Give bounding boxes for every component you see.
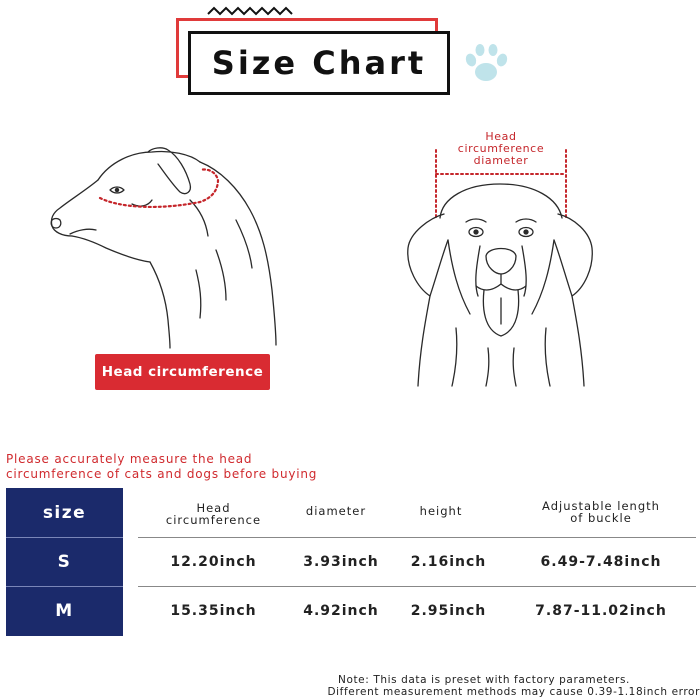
table-cell: 15.35inch (170, 603, 257, 619)
header-line: of buckle (570, 511, 632, 525)
table-cell: 4.92inch (303, 603, 379, 619)
size-s-label: S (57, 551, 72, 572)
page-title: Size Chart (188, 31, 450, 95)
note-line: Note: This data is preset with factory parameters. (337, 674, 630, 686)
paw-icon (462, 42, 510, 86)
table-cell: 7.87-11.02inch (535, 603, 667, 619)
factory-note (280, 674, 700, 698)
dog-front-illustration (396, 128, 596, 390)
header-head-circumference (146, 492, 281, 536)
header-diameter: diameter (305, 504, 367, 518)
table-cell: 3.93inch (303, 553, 379, 570)
header-line: Adjustable length (542, 499, 660, 513)
size-table (6, 488, 696, 636)
measurement-warning (6, 452, 426, 482)
front-label-line: Head (485, 130, 517, 143)
warning-line: circumference of cats and dogs before buying (6, 467, 318, 481)
header-height: height (419, 504, 463, 518)
warning-line: Please accurately measure the head (6, 452, 253, 466)
header-buckle-length (506, 490, 696, 534)
header-line: circumference (165, 513, 262, 527)
size-header: size (42, 502, 87, 523)
note-line: Different measurement methods may cause 0.39-1.18inch error (327, 686, 700, 698)
front-label-line: diameter (473, 154, 529, 167)
table-cell: 12.20inch (170, 553, 257, 570)
front-label-line: circumference (457, 142, 545, 155)
table-cell: 2.16inch (410, 553, 487, 570)
table-cell: 6.49-7.48inch (540, 553, 662, 570)
size-m-label: M (55, 601, 74, 621)
table-cell: 2.95inch (410, 603, 487, 619)
head-circumference-label: Head circumference (95, 354, 270, 390)
dog-side-illustration (40, 140, 290, 350)
header-line: Head (196, 501, 231, 515)
